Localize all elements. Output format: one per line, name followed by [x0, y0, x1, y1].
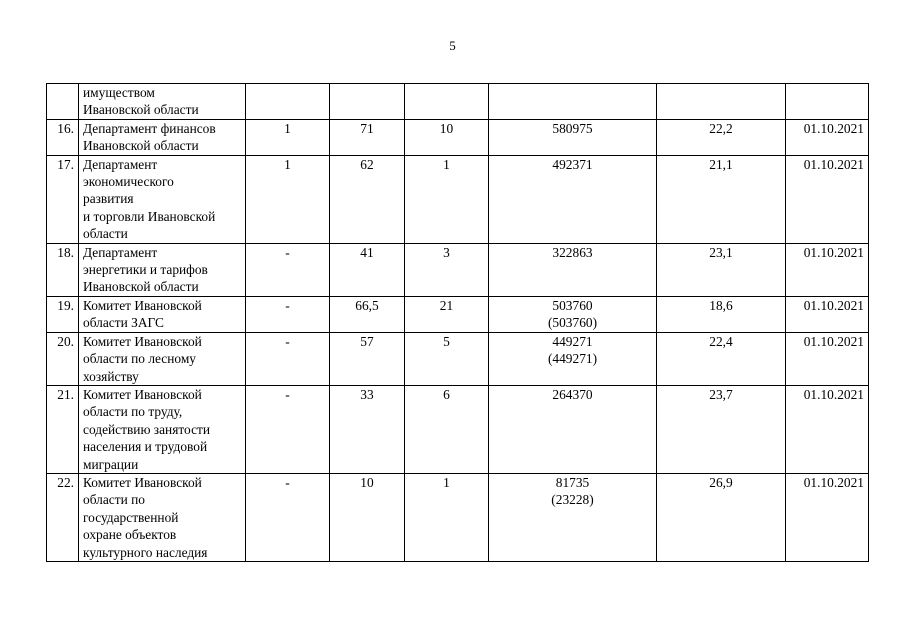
date-cell: 01.10.2021: [786, 296, 869, 332]
column-a-cell: 1: [246, 119, 330, 155]
column-b-cell: 41: [330, 243, 405, 296]
table-row: [47, 119, 869, 155]
organization-name-line: населения и трудовой: [83, 439, 208, 455]
column-d-line: 492371: [552, 156, 593, 172]
table-row: [47, 296, 869, 332]
table-row: [47, 473, 869, 561]
page-number: 5: [449, 38, 456, 53]
row-number-cell: [47, 84, 79, 120]
column-b-cell: 33: [330, 385, 405, 473]
column-c-cell: 3: [405, 243, 489, 296]
date-cell: 01.10.2021: [786, 473, 869, 561]
organization-name-line: области: [83, 226, 128, 242]
row-number-cell: 19.: [47, 296, 79, 332]
row-number-cell: 18.: [47, 243, 79, 296]
organization-name-cell: [79, 155, 246, 243]
organization-name-line: охране объектов: [83, 527, 177, 543]
row-number-cell: 20.: [47, 332, 79, 385]
column-d-line: (503760): [547, 315, 598, 331]
table-row: [47, 243, 869, 296]
organization-name-line: Ивановской области: [83, 138, 199, 154]
table-row: [47, 332, 869, 385]
organization-name-line: области по лесному: [83, 351, 196, 367]
organization-name-line: Комитет Ивановской: [83, 297, 202, 313]
row-number-cell: 17.: [47, 155, 79, 243]
column-e-cell: 21,1: [657, 155, 786, 243]
column-c-cell: 6: [405, 385, 489, 473]
date-cell: 01.10.2021: [786, 243, 869, 296]
column-d-cell: [489, 119, 657, 155]
column-b-cell: 71: [330, 119, 405, 155]
column-c-cell: 1: [405, 473, 489, 561]
column-d-cell: [489, 385, 657, 473]
organization-name-line: Департамент: [83, 156, 158, 172]
column-e-cell: [657, 84, 786, 120]
organization-name-line: культурного наследия: [83, 544, 208, 560]
organization-name-line: Департамент финансов: [83, 120, 216, 136]
column-d-line: 503760: [552, 297, 593, 313]
row-number-cell: 22.: [47, 473, 79, 561]
organization-name-cell: [79, 332, 246, 385]
table-row: [47, 385, 869, 473]
column-a-cell: [246, 84, 330, 120]
column-a-cell: -: [246, 385, 330, 473]
organization-name-line: и торговли Ивановской: [83, 208, 216, 224]
column-e-cell: 23,7: [657, 385, 786, 473]
table-row: [47, 84, 869, 120]
column-d-cell: [489, 155, 657, 243]
column-a-cell: 1: [246, 155, 330, 243]
column-b-cell: [330, 84, 405, 120]
table-body: [47, 84, 869, 562]
column-d-line: 580975: [552, 120, 593, 136]
column-d-cell: [489, 296, 657, 332]
column-c-cell: 10: [405, 119, 489, 155]
organization-name-line: хозяйству: [83, 368, 139, 384]
organization-name-line: области ЗАГС: [83, 315, 164, 331]
column-a-cell: -: [246, 473, 330, 561]
column-b-cell: 62: [330, 155, 405, 243]
organization-name-cell: [79, 385, 246, 473]
column-b-cell: 10: [330, 473, 405, 561]
organization-name-line: имуществом: [83, 85, 155, 100]
column-e-cell: 26,9: [657, 473, 786, 561]
column-d-line: (23228): [551, 492, 594, 508]
column-d-line: 81735: [555, 474, 590, 490]
column-d-cell: [489, 332, 657, 385]
organization-name-line: экономического: [83, 174, 174, 190]
column-c-cell: 1: [405, 155, 489, 243]
column-d-cell: [489, 84, 657, 120]
column-c-cell: [405, 84, 489, 120]
organization-name-line: Комитет Ивановской: [83, 474, 202, 490]
organization-name-cell: [79, 119, 246, 155]
organization-name-cell: [79, 84, 246, 120]
date-cell: 01.10.2021: [786, 332, 869, 385]
organization-name-line: области по труду,: [83, 404, 183, 420]
column-d-cell: [489, 243, 657, 296]
organization-name-line: государственной: [83, 509, 179, 525]
column-c-cell: 5: [405, 332, 489, 385]
organization-name-cell: [79, 296, 246, 332]
column-c-cell: 21: [405, 296, 489, 332]
organization-name-line: Комитет Ивановской: [83, 333, 202, 349]
organization-name-line: Ивановской области: [83, 279, 199, 295]
organization-name-line: содействию занятости: [83, 421, 211, 437]
date-cell: 01.10.2021: [786, 119, 869, 155]
column-a-cell: -: [246, 332, 330, 385]
column-a-cell: -: [246, 243, 330, 296]
organization-name-line: Комитет Ивановской: [83, 386, 202, 402]
row-number-cell: 21.: [47, 385, 79, 473]
organization-name-line: Департамент: [83, 244, 158, 260]
column-d-line: 264370: [552, 386, 593, 402]
column-d-line: 322863: [552, 244, 593, 260]
date-cell: 01.10.2021: [786, 385, 869, 473]
row-number-cell: 16.: [47, 119, 79, 155]
column-b-cell: 66,5: [330, 296, 405, 332]
column-d-cell: [489, 473, 657, 561]
data-table: [46, 83, 869, 562]
organization-name-line: развития: [83, 191, 134, 207]
column-d-line: 449271: [552, 333, 593, 349]
date-cell: 01.10.2021: [786, 155, 869, 243]
column-e-cell: 22,2: [657, 119, 786, 155]
column-b-cell: 57: [330, 332, 405, 385]
organization-name-line: миграции: [83, 456, 139, 472]
organization-name-cell: [79, 243, 246, 296]
organization-name-line: Ивановской области: [83, 102, 199, 118]
column-e-cell: 22,4: [657, 332, 786, 385]
organization-name-line: энергетики и тарифов: [83, 262, 208, 278]
column-d-line: (449271): [547, 351, 598, 367]
date-cell: [786, 84, 869, 120]
organization-name-line: области по: [83, 492, 145, 508]
column-e-cell: 23,1: [657, 243, 786, 296]
table-row: [47, 155, 869, 243]
column-e-cell: 18,6: [657, 296, 786, 332]
column-a-cell: -: [246, 296, 330, 332]
organization-name-cell: [79, 473, 246, 561]
